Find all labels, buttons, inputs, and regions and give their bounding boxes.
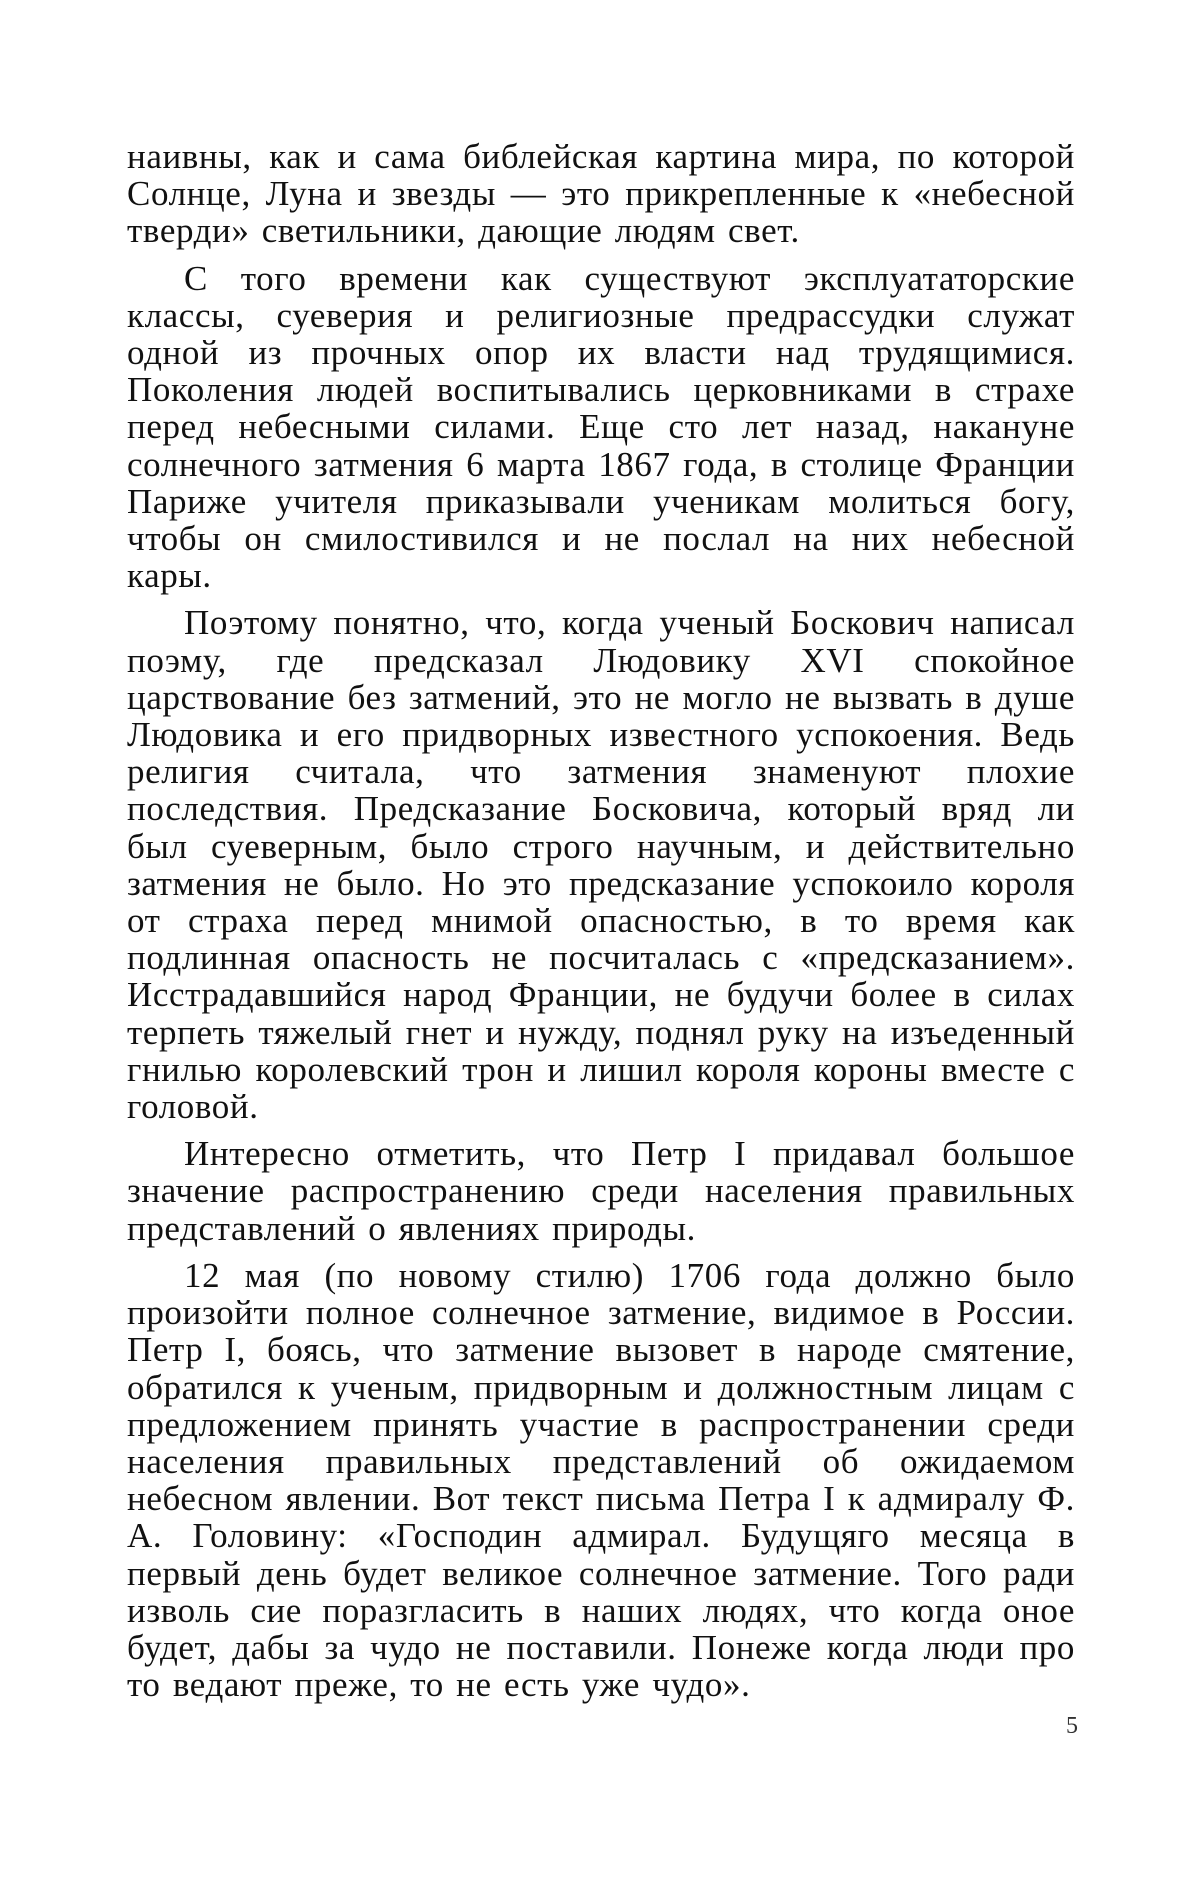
page-number: 5 xyxy=(1066,1713,1078,1739)
paragraph-eclipse-1706: 12 мая (по новому стилю) 1706 года должно было произойти полное солнечное затмение, видимое в России. Петр I, боясь, что затмение вызовет в народе смятение, обратился к ученым, придворным и должностным лицам с предложением принять участие в распространении среди населения правильных представлений об ожидаемом небесном явлении. Вот текст письма Петра I к адмиралу Ф. А. Головину: «Господин адмирал. Будущяго месяца в первый день будет великое солнечное затмение. Того ради изволь сие поразгласить в наших людях, что когда оное будет, дабы за чудо не поставили. Понеже когда люди про то ведают преже, то не есть уже чудо». xyxy=(127,1255,1075,1705)
paragraph-superstitions: С того времени как существуют эксплуататорские классы, суеверия и религиозные предрассудки служат одной из прочных опор их власти над трудящимися. Поколения людей воспитывались церковниками в страхе перед небесными силами. Еще сто лет назад, накануне солнечного затмения 6 марта 1867 года, в столице Франции Париже учителя приказывали ученикам молиться богу, чтобы он смилостивился и не послал на них небесной кары. xyxy=(127,258,1075,596)
paragraph-continuation: наивны, как и сама библейская картина мира, по которой Солнце, Луна и звезды — это прикрепленные к «небесной тверди» светильники, дающие людям свет. xyxy=(127,137,1075,251)
paragraph-peter-first: Интересно отметить, что Петр I придавал большое значение распространению среди населения правильных представлений о явлениях природы. xyxy=(127,1134,1075,1248)
paragraph-boskovich: Поэтому понятно, что, когда ученый Боскович написал поэму, где предсказал Людовику XVI спокойное царствование без затмений, это не могло не вызвать в душе Людовика и его придворных известного успокоения. Ведь религия считала, что затмения знаменуют плохие последствия. Предсказание Босковича, который вряд ли был суеверным, было строго научным, и действительно затмения не было. Но это предсказание успокоило короля от страха перед мнимой опасностью, в то время как подлинная опасность не посчиталась с «предсказанием». Исстрадавшийся народ Франции, не будучи более в силах терпеть тяжелый гнет и нужду, поднял руку на изъеденный гнилью королевский трон и лишил короля короны вместе с головой. xyxy=(127,603,1075,1127)
page-body-text xyxy=(127,138,1075,1713)
